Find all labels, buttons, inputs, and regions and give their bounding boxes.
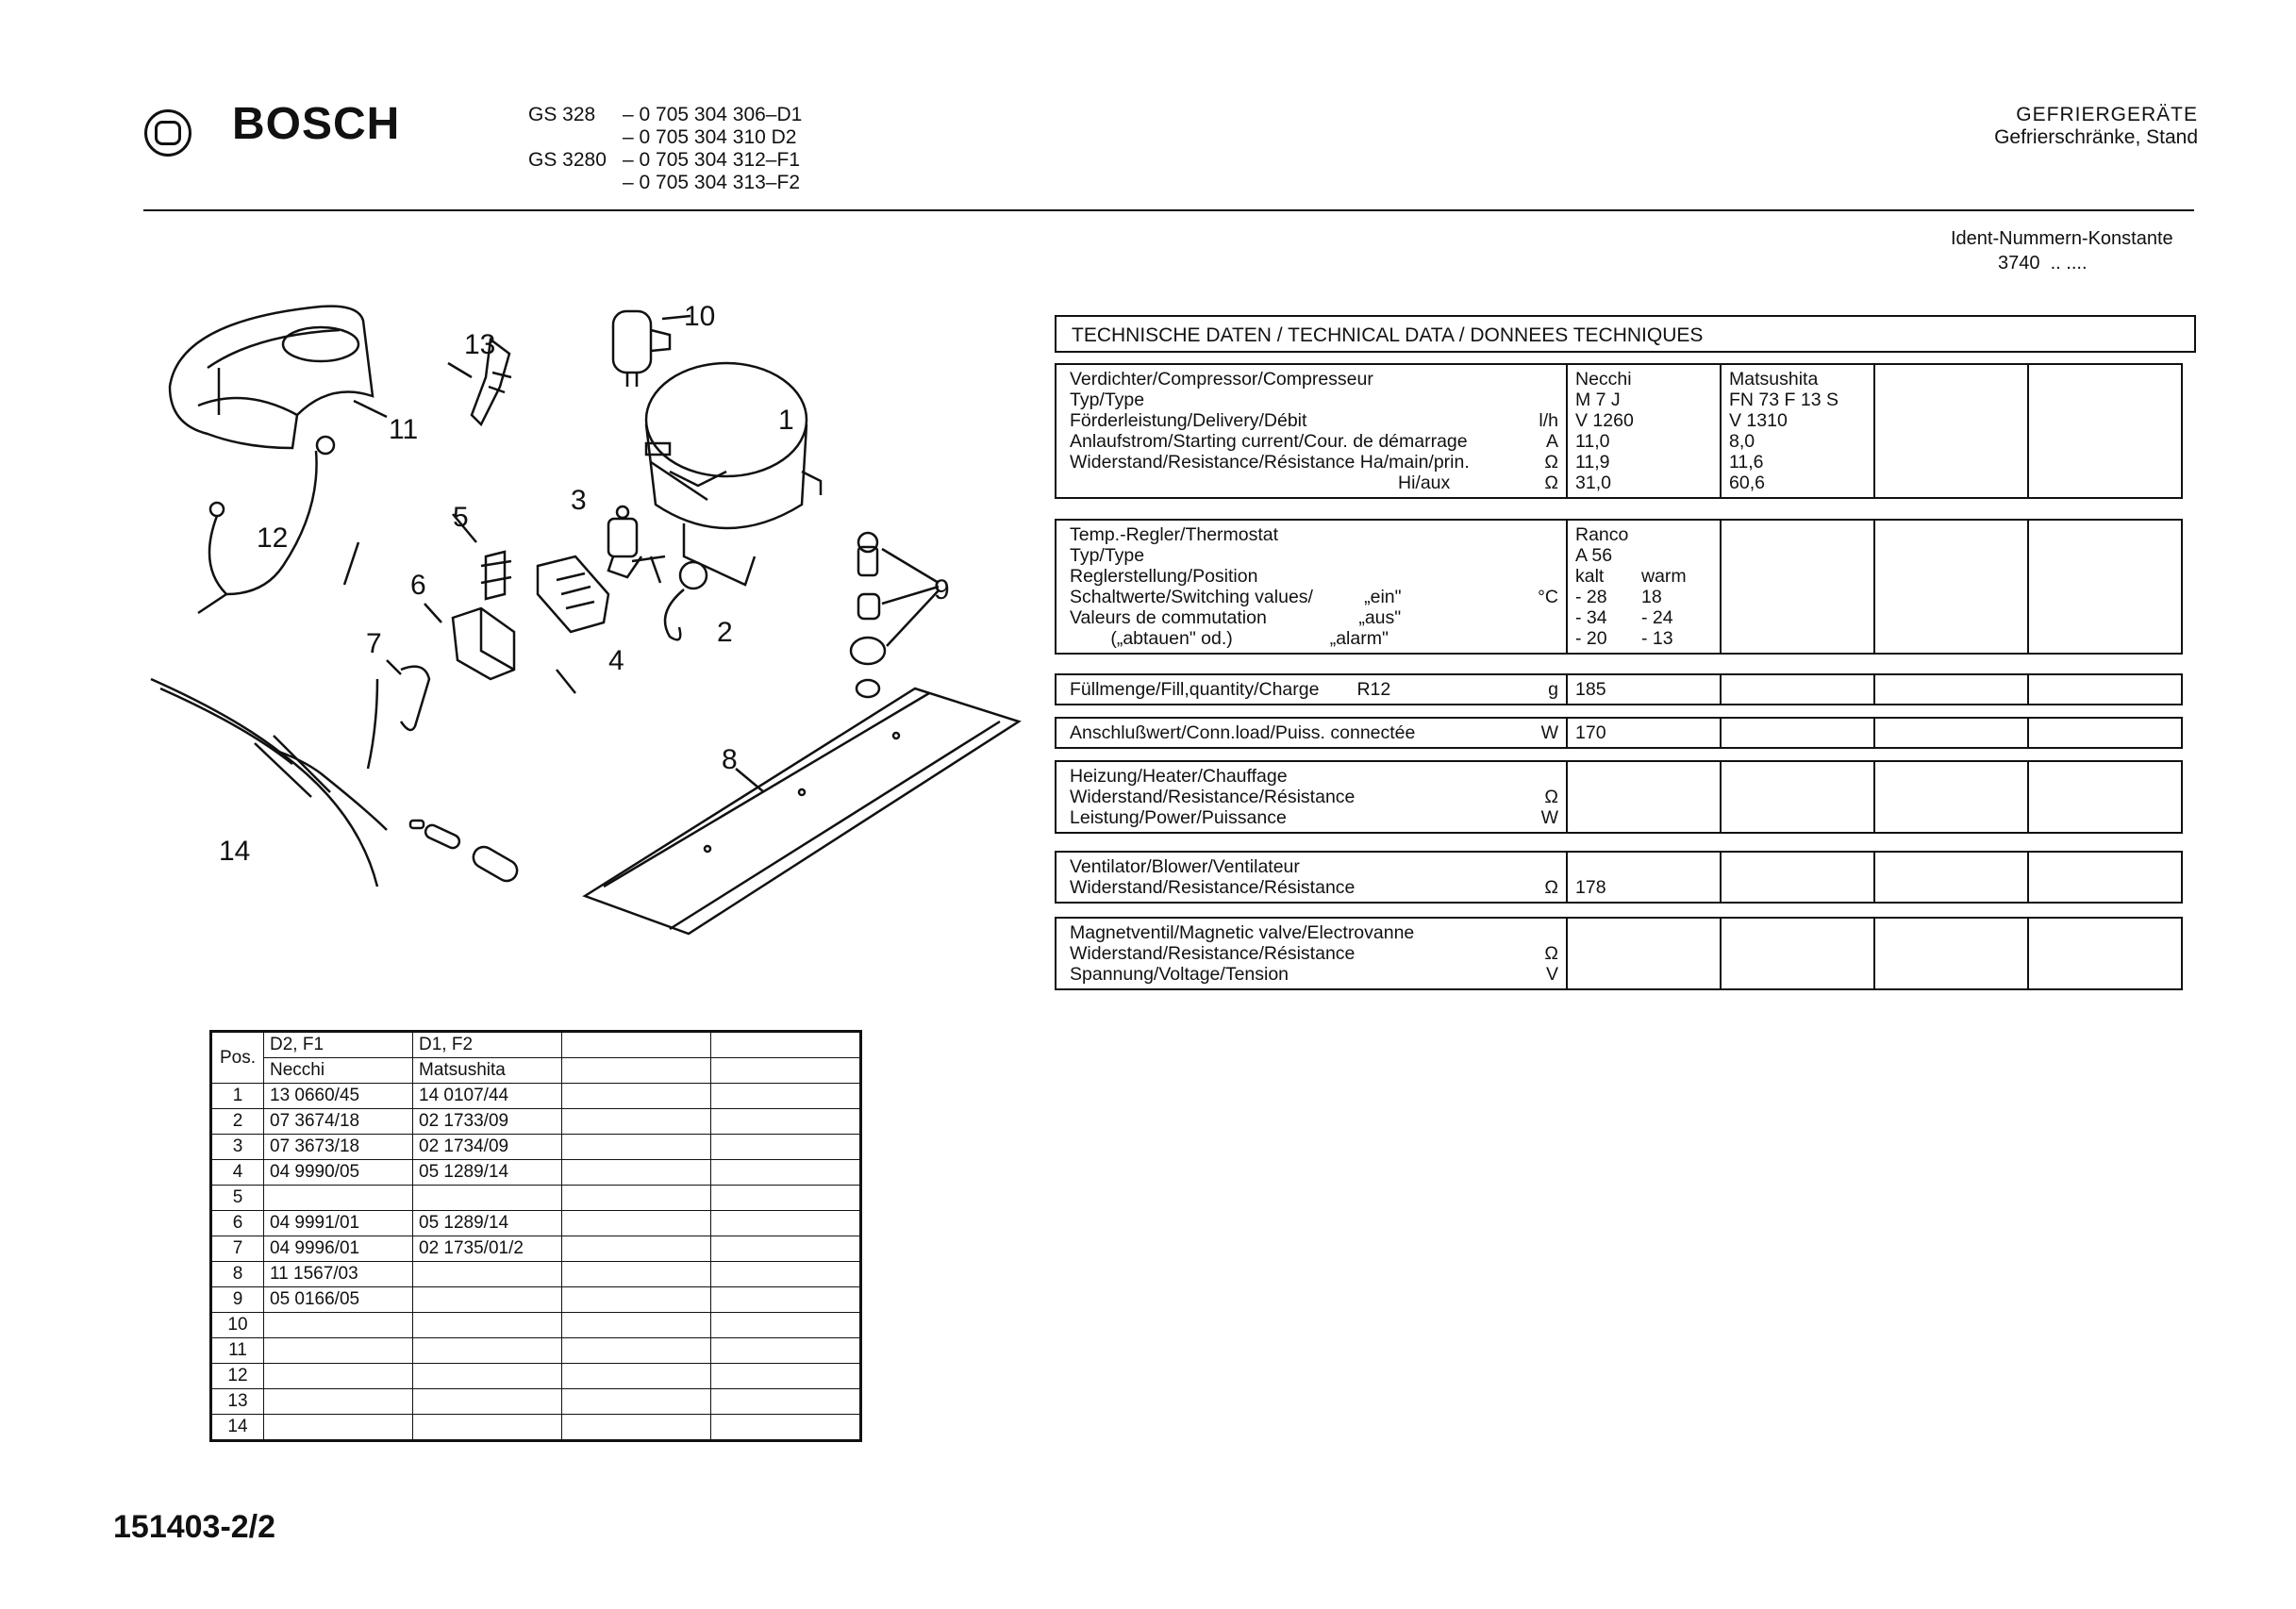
table-row — [211, 1109, 861, 1135]
part-number-necchi: 04 9996/01 — [264, 1236, 413, 1262]
part-pos: 3 — [211, 1135, 264, 1160]
part-pos: 4 — [211, 1160, 264, 1186]
tech-data-title: TECHNISCHE DATEN / TECHNICAL DATA / DONNEES TECHNIQUES — [1055, 315, 2196, 353]
empty-cell — [711, 1211, 861, 1236]
part-8-rail — [585, 688, 1019, 934]
empty-cell — [1721, 718, 1874, 748]
empty-cell — [562, 1032, 711, 1058]
part-5-clip — [481, 552, 511, 599]
leader-line — [557, 670, 575, 693]
part-14-cable — [151, 679, 521, 887]
doc-number: 151403-2/2 — [113, 1509, 276, 1545]
empty-cell — [2028, 520, 2182, 654]
empty-cell — [1721, 852, 1874, 903]
header-divider — [143, 209, 2194, 211]
empty-cell — [711, 1135, 861, 1160]
empty-cell — [562, 1389, 711, 1415]
callout-12: 12 — [257, 523, 289, 554]
callout-5: 5 — [453, 502, 469, 533]
ident-value: 3740 .. .... — [1998, 253, 2088, 274]
model-row: GS 3280 – 0 705 304 312–F1 — [528, 149, 800, 171]
table-row — [211, 1186, 861, 1211]
col-subheader: Necchi — [264, 1058, 413, 1084]
tech-table-fill — [1055, 673, 2183, 705]
part-number-matsushita — [413, 1287, 562, 1313]
thermostat-ranco: Ranco A 56 kalt warm - 28 18 - 34 - 24 - 20 - 13 — [1567, 520, 1721, 654]
leader-line — [632, 556, 665, 561]
empty-cell — [1874, 364, 2028, 498]
empty-cell — [711, 1287, 861, 1313]
leader-line — [424, 604, 441, 622]
part-number-matsushita: 14 0107/44 — [413, 1084, 562, 1109]
part-2-plug — [665, 562, 707, 639]
part-number-matsushita: 05 1289/14 — [413, 1211, 562, 1236]
empty-cell — [562, 1415, 711, 1441]
part-6-cover — [453, 608, 514, 679]
empty-cell — [1567, 918, 1721, 989]
parts-table — [209, 1030, 862, 1442]
fill-value: 185 — [1567, 674, 1721, 705]
empty-cell — [562, 1287, 711, 1313]
model-row: GS 328 – 0 705 304 306–D1 — [528, 104, 803, 125]
table-row — [211, 1338, 861, 1364]
part-number-matsushita — [413, 1262, 562, 1287]
table-row — [211, 1236, 861, 1262]
empty-cell — [562, 1236, 711, 1262]
heater-labels: Heizung/Heater/Chauffage Widerstand/Resistance/Résistance Ω Leistung/Power/Puissance W — [1056, 761, 1567, 833]
empty-cell — [1874, 718, 2028, 748]
tech-table-conn — [1055, 717, 2183, 749]
col-subheader: Matsushita — [413, 1058, 562, 1084]
leader-line — [344, 542, 358, 585]
callout-10: 10 — [684, 301, 716, 332]
empty-cell — [1721, 761, 1874, 833]
part-number-necchi — [264, 1186, 413, 1211]
empty-cell — [711, 1058, 861, 1084]
empty-cell — [562, 1084, 711, 1109]
part-number-necchi: 05 0166/05 — [264, 1287, 413, 1313]
callout-11: 11 — [389, 414, 419, 445]
exploded-parts-diagram — [141, 283, 1028, 943]
leader-line — [736, 769, 764, 792]
fill-label: Füllmenge/Fill,quantity/Charge R12 g — [1056, 674, 1567, 705]
ident-block — [1951, 226, 2173, 275]
part-number-necchi — [264, 1313, 413, 1338]
callout-9: 9 — [934, 574, 950, 605]
empty-cell — [711, 1160, 861, 1186]
part-number-necchi: 04 9990/05 — [264, 1160, 413, 1186]
callout-2: 2 — [717, 617, 733, 648]
conn-value: 170 — [1567, 718, 1721, 748]
part-pos: 5 — [211, 1186, 264, 1211]
part-number-necchi: 13 0660/45 — [264, 1084, 413, 1109]
tech-table-blower — [1055, 851, 2183, 904]
table-row — [211, 1287, 861, 1313]
part-3-relay — [608, 506, 641, 577]
table-row — [211, 1084, 861, 1109]
subcategory: Gefrierschränke, Stand — [1994, 126, 2198, 148]
empty-cell — [1874, 852, 2028, 903]
part-pos: 11 — [211, 1338, 264, 1364]
part-number-necchi — [264, 1415, 413, 1441]
part-number-necchi: 04 9991/01 — [264, 1211, 413, 1236]
category: GEFRIERGERÄTE — [2016, 104, 2198, 125]
part-number-necchi — [264, 1338, 413, 1364]
part-pos: 13 — [211, 1389, 264, 1415]
model-row: – 0 705 304 313–F2 — [623, 172, 800, 193]
blower-value: 178 — [1567, 852, 1721, 903]
tech-table-valve — [1055, 917, 2183, 990]
compressor-necchi: Necchi M 7 J V 1260 11,0 11,9 31,0 — [1567, 364, 1721, 498]
leader-line — [354, 401, 387, 417]
brand-name: BOSCH — [232, 99, 401, 149]
empty-cell — [2028, 718, 2182, 748]
empty-cell — [711, 1415, 861, 1441]
empty-cell — [562, 1058, 711, 1084]
callout-1: 1 — [778, 405, 794, 436]
part-number-necchi: 11 1567/03 — [264, 1262, 413, 1287]
empty-cell — [711, 1389, 861, 1415]
empty-cell — [562, 1364, 711, 1389]
leader-line — [651, 556, 660, 583]
table-row — [211, 1135, 861, 1160]
empty-cell — [562, 1135, 711, 1160]
part-number-matsushita — [413, 1313, 562, 1338]
tech-table-heater — [1055, 760, 2183, 834]
part-pos: 14 — [211, 1415, 264, 1441]
part-10-capacitor — [613, 311, 670, 387]
part-11-housing — [170, 307, 373, 448]
table-row — [211, 1262, 861, 1287]
valve-labels: Magnetventil/Magnetic valve/Electrovanne Widerstand/Resistance/Résistance Ω Spannung/Voltage/Tension V — [1056, 918, 1567, 989]
compressor-labels: Verdichter/Compressor/Compresseur Typ/Type Förderleistung/Delivery/Débit l/h Anlaufstrom/Starting current/Cour. de démarrage A Widerstand/Resistance/Résistance Ha/main/prin. Ω Hi/aux Ω — [1056, 364, 1567, 498]
part-9-grommets — [851, 533, 885, 697]
conn-label: Anschlußwert/Conn.load/Puiss. connectée W — [1056, 718, 1567, 748]
model-row: – 0 705 304 310 D2 — [623, 126, 797, 148]
part-number-necchi — [264, 1389, 413, 1415]
part-pos: 9 — [211, 1287, 264, 1313]
table-row — [211, 1211, 861, 1236]
empty-cell — [1874, 761, 2028, 833]
empty-cell — [1721, 520, 1874, 654]
model-list — [528, 104, 802, 194]
part-pos: 10 — [211, 1313, 264, 1338]
empty-cell — [562, 1160, 711, 1186]
category-block — [1994, 104, 2198, 149]
empty-cell — [711, 1084, 861, 1109]
callout-7: 7 — [366, 628, 382, 659]
part-number-matsushita — [413, 1389, 562, 1415]
callout-4: 4 — [608, 645, 624, 676]
thermostat-labels: Temp.-Regler/Thermostat Typ/Type Reglerstellung/Position Schaltwerte/Switching values/ „ein" °C Valeurs de commutation „aus" („abtauen" od.) „alarm" — [1056, 520, 1567, 654]
part-number-necchi: 07 3673/18 — [264, 1135, 413, 1160]
empty-cell — [2028, 852, 2182, 903]
table-row — [211, 1313, 861, 1338]
leader-line — [448, 363, 472, 377]
blower-labels: Ventilator/Blower/Ventilateur Widerstand/Resistance/Résistance Ω — [1056, 852, 1567, 903]
empty-cell — [711, 1364, 861, 1389]
leader-line — [387, 660, 401, 674]
callout-13: 13 — [464, 329, 496, 360]
empty-cell — [562, 1186, 711, 1211]
callout-6: 6 — [410, 570, 426, 601]
empty-cell — [562, 1211, 711, 1236]
empty-cell — [1874, 674, 2028, 705]
part-number-matsushita: 02 1733/09 — [413, 1109, 562, 1135]
empty-cell — [2028, 761, 2182, 833]
table-row — [211, 1415, 861, 1441]
callout-8: 8 — [722, 744, 738, 775]
empty-cell — [2028, 364, 2182, 498]
callout-14: 14 — [219, 836, 251, 867]
pos-header: Pos. — [211, 1032, 264, 1084]
part-pos: 7 — [211, 1236, 264, 1262]
part-number-matsushita — [413, 1415, 562, 1441]
part-pos: 8 — [211, 1262, 264, 1287]
part-1-compressor — [646, 363, 821, 585]
table-row — [211, 1389, 861, 1415]
part-number-matsushita: 02 1734/09 — [413, 1135, 562, 1160]
part-pos: 2 — [211, 1109, 264, 1135]
callout-3: 3 — [571, 485, 587, 516]
empty-cell — [711, 1236, 861, 1262]
ident-label: Ident-Nummern-Konstante — [1951, 228, 2173, 249]
empty-cell — [1874, 520, 2028, 654]
empty-cell — [562, 1262, 711, 1287]
leader-line — [368, 679, 377, 769]
bosch-logo-icon — [144, 109, 191, 157]
part-pos: 6 — [211, 1211, 264, 1236]
tech-table-thermostat — [1055, 519, 2183, 655]
part-number-necchi — [264, 1364, 413, 1389]
part-pos: 1 — [211, 1084, 264, 1109]
col-header: D2, F1 — [264, 1032, 413, 1058]
part-number-matsushita — [413, 1338, 562, 1364]
part-7-spring — [401, 667, 429, 730]
empty-cell — [711, 1032, 861, 1058]
empty-cell — [1567, 761, 1721, 833]
tech-table-compressor — [1055, 363, 2183, 499]
compressor-matsushita: Matsushita FN 73 F 13 S V 1310 8,0 11,6 60,6 — [1721, 364, 1874, 498]
empty-cell — [1721, 674, 1874, 705]
empty-cell — [1874, 918, 2028, 989]
empty-cell — [711, 1313, 861, 1338]
part-number-matsushita — [413, 1364, 562, 1389]
part-number-matsushita — [413, 1186, 562, 1211]
col-header: D1, F2 — [413, 1032, 562, 1058]
part-number-matsushita: 05 1289/14 — [413, 1160, 562, 1186]
empty-cell — [711, 1262, 861, 1287]
part-pos: 12 — [211, 1364, 264, 1389]
empty-cell — [2028, 674, 2182, 705]
empty-cell — [711, 1338, 861, 1364]
empty-cell — [562, 1109, 711, 1135]
empty-cell — [2028, 918, 2182, 989]
part-number-necchi: 07 3674/18 — [264, 1109, 413, 1135]
empty-cell — [711, 1186, 861, 1211]
part-number-matsushita: 02 1735/01/2 — [413, 1236, 562, 1262]
part-4-overload — [538, 556, 608, 632]
empty-cell — [562, 1338, 711, 1364]
table-row — [211, 1364, 861, 1389]
empty-cell — [711, 1109, 861, 1135]
table-row — [211, 1160, 861, 1186]
leader-line — [882, 549, 939, 646]
empty-cell — [562, 1313, 711, 1338]
empty-cell — [1721, 918, 1874, 989]
